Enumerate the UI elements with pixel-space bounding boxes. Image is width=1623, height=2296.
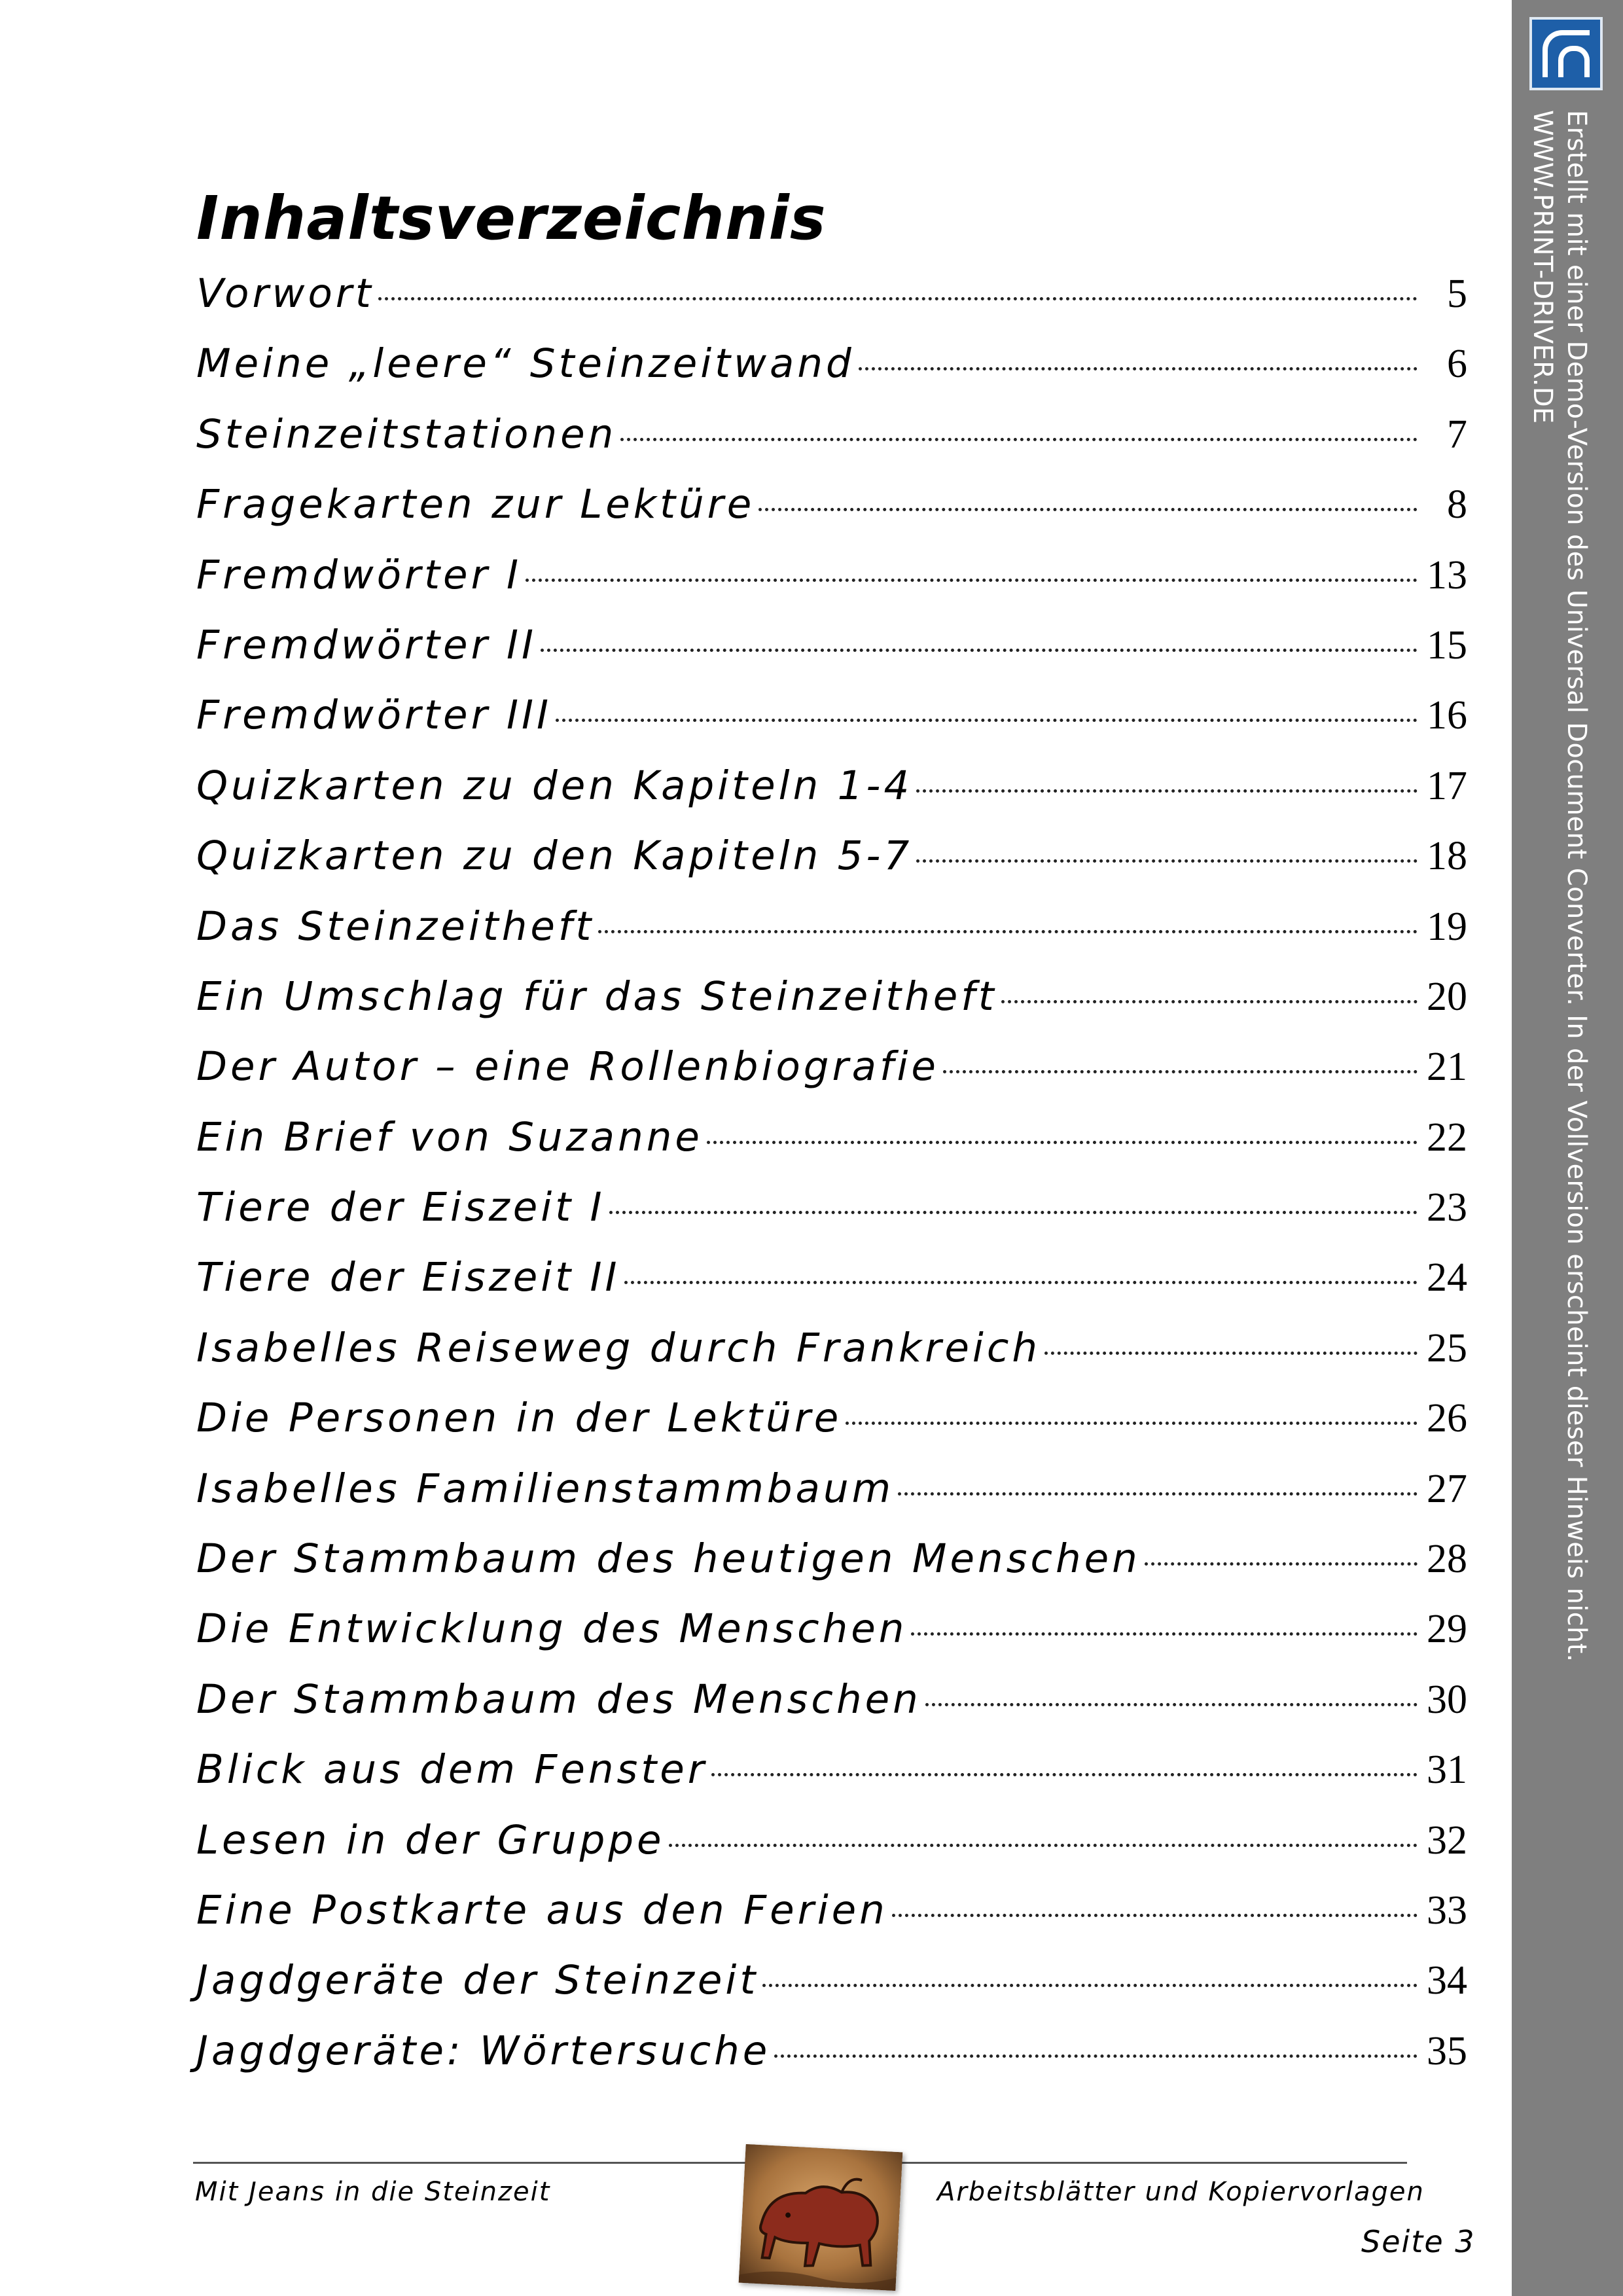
toc-entry [196,610,1467,680]
toc-entry-title: Meine „leere“ Steinzeitwand [196,340,855,387]
toc-entry-title: Der Stammbaum des Menschen [196,1676,921,1723]
toc-entry-title: Quizkarten zu den Kapiteln 5-7 [196,833,913,880]
toc-entry-title: Das Steinzeitheft [196,903,595,950]
page-number: Seite 3 [1361,2224,1476,2259]
dot-leader [1044,1352,1418,1355]
toc-entry-title: Isabelles Familienstammbaum [196,1465,895,1512]
toc-entry-title: Die Entwicklung des Menschen [196,1605,908,1653]
toc-entry-page: 13 [1427,552,1467,598]
dot-leader [925,1703,1418,1706]
dot-leader [758,508,1418,511]
toc-entry [196,399,1467,469]
toc-entry-title: Steinzeitstationen [196,410,617,457]
toc-entry-page: 34 [1427,1958,1467,2003]
toc-entry [196,891,1467,961]
toc-entry [196,1102,1467,1172]
dot-leader [556,719,1418,722]
dot-leader [378,297,1418,300]
toc-entry-title: Blick aus dem Fenster [196,1746,707,1793]
toc-entry-page: 8 [1447,482,1467,528]
toc-entry-page: 35 [1427,2028,1467,2073]
toc-entry [196,1242,1467,1312]
toc-entry-page: 20 [1427,974,1467,1019]
dot-leader [541,649,1418,652]
dot-leader [892,1914,1418,1917]
toc-entry [196,1594,1467,1664]
toc-entry-page: 5 [1447,272,1467,316]
toc-entry [196,540,1467,610]
toc-entry-title: Tiere der Eiszeit II [196,1254,620,1301]
toc-entry-page: 6 [1447,342,1467,387]
watermark-link[interactable]: WWW.PRINT-DRIVER.DE [1527,110,1558,424]
toc-entry-title: Jagdgeräte der Steinzeit [196,1957,759,2004]
toc-entry [196,1805,1467,1875]
toc-entry-title: Lesen in der Gruppe [196,1816,665,1863]
toc-entry [196,259,1467,329]
toc-entry [196,1664,1467,1734]
toc-entry [196,1945,1467,2015]
toc-entry-page: 28 [1427,1537,1467,1582]
dot-leader [774,2054,1418,2058]
toc-entry [196,1313,1467,1383]
toc-entry-title: Eine Postkarte aus den Ferien [196,1886,888,1933]
dot-leader [526,579,1418,582]
toc-entry-title: Fremdwörter II [196,621,537,668]
toc-entry [196,469,1467,539]
toc-entry-title: Fragekarten zur Lektüre [196,481,755,528]
dot-leader [707,1141,1418,1144]
toc-entry-page: 15 [1427,622,1467,668]
toc-entry-title: Quizkarten zu den Kapiteln 1-4 [196,762,913,809]
toc-entry-title: Der Stammbaum des heutigen Menschen [196,1535,1141,1583]
dot-leader [898,1492,1418,1496]
toc-entry [196,680,1467,750]
toc-entry-page: 21 [1427,1045,1467,1090]
toc-entry [196,2016,1467,2086]
toc-entry-page: 7 [1447,412,1467,457]
dot-leader [911,1632,1418,1636]
toc-entry-page: 27 [1427,1466,1467,1511]
dot-leader [620,438,1418,441]
toc-entry-title: Die Personen in der Lektüre [196,1395,842,1442]
toc-entry [196,961,1467,1031]
toc-entry-title: Ein Brief von Suzanne [196,1113,703,1160]
toc-entry [196,1454,1467,1524]
toc-entry-title: Vorwort [196,270,374,317]
toc-entry [196,821,1467,891]
dot-leader [916,789,1418,793]
dot-leader [711,1773,1418,1776]
dot-leader [669,1844,1418,1847]
dot-leader [624,1281,1418,1284]
toc-entry-title: Jagdgeräte: Wörtersuche [196,2027,771,2074]
converter-logo-icon [1529,17,1603,90]
dot-leader [609,1211,1418,1214]
toc-entry-title: Ein Umschlag für das Steinzeitheft [196,973,997,1020]
toc-entry [196,1875,1467,1945]
toc-entry-page: 24 [1427,1255,1467,1300]
toc-entry [196,1524,1467,1594]
toc-entry-title: Fremdwörter I [196,551,522,598]
toc-entry-page: 16 [1427,693,1467,738]
toc-entry-page: 22 [1427,1115,1467,1160]
dot-leader [943,1070,1418,1073]
dot-leader [598,930,1418,933]
toc-entry-page: 25 [1427,1325,1467,1371]
watermark-notice: Erstellt mit einer Demo-Version des Universal Document Converter. In der Vollversion erscheint dieser Hinweis nicht. [1561,110,1592,1662]
toc-entry-page: 23 [1427,1185,1467,1230]
dot-leader [846,1422,1418,1425]
toc-entry [196,329,1467,399]
toc-entry-page: 19 [1427,904,1467,949]
toc-entry [196,751,1467,821]
footer-book-title: Mit Jeans in die Steinzeit [195,2177,551,2207]
dot-leader [1145,1562,1418,1566]
dot-leader [859,367,1418,370]
toc-entry-page: 32 [1427,1818,1467,1863]
toc-entry [196,1383,1467,1453]
toc-entry-page: 29 [1427,1607,1467,1652]
toc-entry [196,1734,1467,1804]
toc-entry-title: Tiere der Eiszeit I [196,1184,605,1231]
toc-entry-title: Der Autor – eine Rollenbiografie [196,1043,939,1090]
toc-entry-page: 18 [1427,834,1467,879]
toc-entry-page: 26 [1427,1396,1467,1441]
toc-entry [196,1031,1467,1102]
table-of-contents [196,259,1467,2086]
dot-leader [1001,1000,1418,1003]
dot-leader [916,859,1418,863]
toc-entry-page: 30 [1427,1677,1467,1722]
dot-leader [762,1984,1418,1987]
toc-entry-page: 33 [1427,1888,1467,1933]
toc-entry-title: Fremdwörter III [196,692,552,739]
toc-entry-page: 31 [1427,1748,1467,1793]
page-title: Inhaltsverzeichnis [196,183,827,253]
cave-painting-image [739,2144,903,2291]
footer-subtitle: Arbeitsblätter und Kopiervorlagen [937,2177,1425,2207]
toc-entry [196,1172,1467,1242]
toc-entry-title: Isabelles Reiseweg durch Frankreich [196,1324,1041,1371]
toc-entry-page: 17 [1427,763,1467,808]
